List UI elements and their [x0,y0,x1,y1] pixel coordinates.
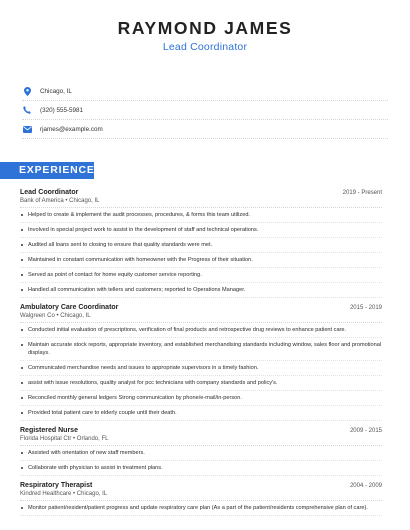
contact-block [22,82,388,139]
bullet-item: Collaborate with physician to assist in treatment plans. [20,461,382,476]
candidate-name: RAYMOND JAMES [117,18,293,38]
job-header [20,427,382,434]
job-bullets [20,208,382,298]
job-entry [20,482,382,516]
contact-location: Chicago, IL [40,87,72,95]
bullet-item: Maintained in constant communication with homeowner with the Progress of their situation. [20,253,382,268]
contact-phone: (320) 555-5981 [40,106,84,114]
contact-email[interactable]: rjames@example.com [40,125,103,133]
bullet-item: Communicated merchandise needs and issues to appropriate supervisors in a timely fashion. [20,361,382,376]
job-bullets [20,501,382,516]
bullet-item: Reconciled monthly general ledgers Strong communication by phone/e-mail/in-person. [20,391,382,406]
bullet-item: Assisted with orientation of new staff members. [20,446,382,461]
contact-location-row [22,82,388,101]
job-title: Respiratory Therapist [20,482,93,489]
job-header [20,482,382,489]
job-company: Florida Hospital Ctr • Orlando, FL [20,436,382,446]
job-dates: 2004 - 2009 [349,483,382,489]
map-pin-icon [22,86,32,96]
contact-email-row [22,120,388,139]
bullet-item: Conducted initial evaluation of prescriptions, verification of final products and retrospective drug reviews to enhance patient care. [20,323,382,338]
job-dates: 2019 - Present [342,190,382,196]
bullet-item: Maintain accurate stock reports, appropriate inventory, and established merchandising standards including window, sales floor and promotional displays. [20,338,382,361]
job-bullets [20,323,382,421]
bullet-item: Involved in special project work to assist in the development of staff and technical operations. [20,223,382,238]
bullet-item: Audited all loans sent to closing to ensure that quality standards were met. [20,238,382,253]
job-company: Bank of America • Chicago, IL [20,198,382,208]
job-title: Registered Nurse [20,427,78,434]
job-header [20,304,382,311]
envelope-icon [22,124,32,134]
job-company: Kindred Healthcare • Chicago, IL [20,491,382,501]
bullet-item: Provided total patient care to elderly couple until their death. [20,406,382,421]
job-dates: 2009 - 2015 [349,428,382,434]
job-entry [20,189,382,298]
contact-phone-row [22,101,388,120]
bullet-item: assist with issue resolutions, quality analyst for pcc technicians with company standards and policy's. [20,376,382,391]
bullet-item: Helped to create & implement the audit processes, procedures, & forms this team utilized. [20,208,382,223]
job-company: Walgreen Co • Chicago, IL [20,313,382,323]
job-entry [20,304,382,421]
job-dates: 2015 - 2019 [349,305,382,311]
section-heading-experience: EXPERIENCE [0,162,94,179]
bullet-item: Served as point of contact for home equity customer service reporting. [20,268,382,283]
job-entry [20,427,382,476]
job-title: Ambulatory Care Coordinator [20,304,119,311]
job-header [20,189,382,196]
job-bullets [20,446,382,476]
candidate-title: Lead Coordinator [162,41,248,53]
experience-list [20,189,382,522]
bullet-item: Handled all communication with tellers and customers; reported to Operations Manager. [20,283,382,298]
resume-header [0,0,410,53]
job-title: Lead Coordinator [20,189,79,196]
phone-icon [22,105,32,115]
bullet-item: Monitor patient/resident/patient progress and update respiratory care plan (As a part of the patient/residents comprehensive plan of care). [20,501,382,516]
